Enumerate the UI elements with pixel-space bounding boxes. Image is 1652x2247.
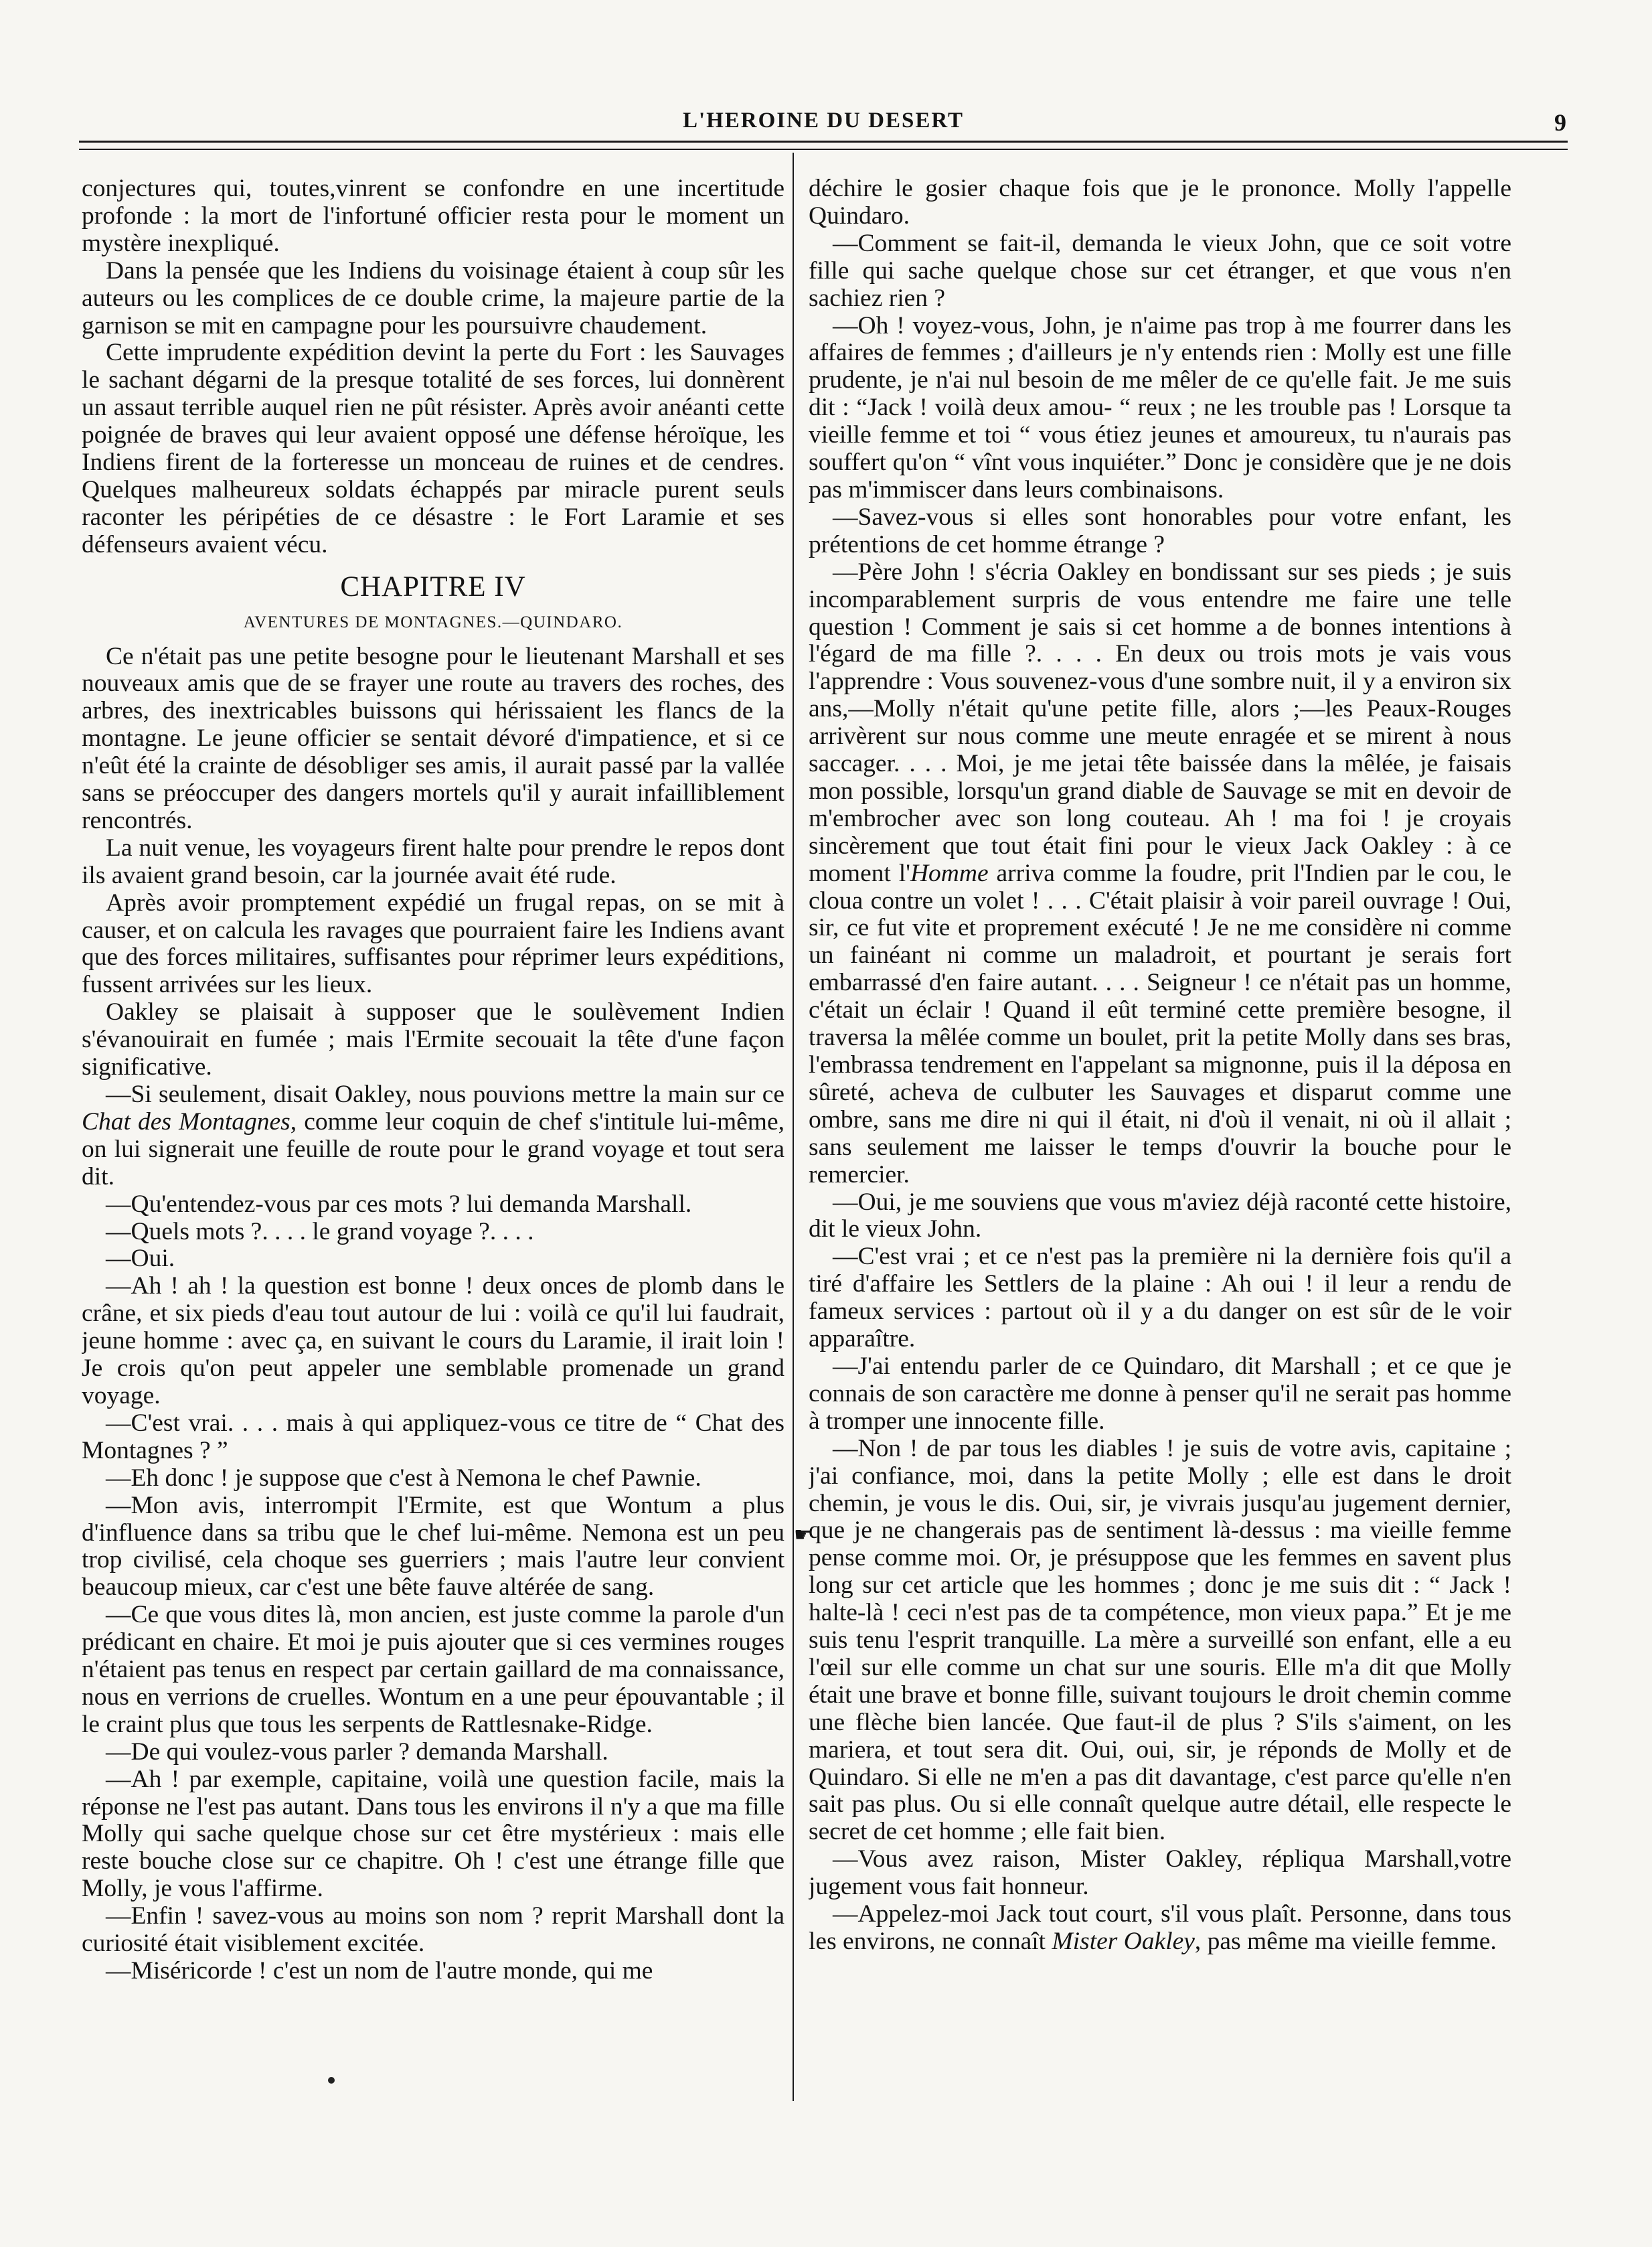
paragraph	[809, 559, 1511, 1189]
paragraph: —Non ! de par tous les diables ! je suis de votre avis, capitaine ; j'ai confiance, moi, dans la petite Molly ; elle est dans le droit chemin, je vous le dis. Oui, sir, je vivrais jusqu'au jugement dernier, que je ne changerais pas de sentiment là-dessus : ma vieille femme pense comme moi. Or, je présuppose que les femmes en savent plus long sur cet article que les hommes ; donc je me suis dit : “ Jack ! halte-là ! ceci n'est pas de ta compétence, mon vieux papa.” Et je me suis tenu l'esprit tranquille. La mère a surveillé son enfant, elle a eu l'œil sur elle comme un chat sur une souris. Elle m'a dit que Molly était une brave et bonne fille, suivant toujours le droit chemin comme une flèche bien lancée. Que faut-il de plus ? S'ils s'aiment, on les mariera, et tout sera dit. Oui, oui, sir, je réponds de Molly et de Quindaro. Si elle ne m'en a pas dit davantage, c'est parce qu'elle n'en sait pas plus. Ou si elle connaît quelque autre détail, elle respecte le secret de cet homme ; elle fait bien.	[809, 1434, 1511, 1846]
left-column	[82, 175, 784, 2110]
paragraph: —Ce que vous dites là, mon ancien, est juste comme la parole d'un prédicant en chaire. Et moi je puis ajouter que si ces vermines rouges n'étaient pas tenus en respect par certain gaillard de ma connaissance, nous en verrions de cruelles. Wontum en a une peur épouvantable ; il le craint plus que tous les serpents de Rattlesnake-Ridge.	[82, 1601, 784, 1738]
paragraph: —Eh donc ! je suppose que c'est à Nemona le chef Pawnie.	[106, 1464, 701, 1492]
paragraph: —Vous avez raison, Mister Oakley, répliqua Marshall,votre jugement vous fait honneur.	[809, 1845, 1511, 1901]
paragraph: —Comment se fait-il, demanda le vieux John, que ce soit votre fille qui sache quelque chose sur cet étranger, et que vous n'en sachiez rien ?	[809, 229, 1511, 312]
paragraph: —Oh ! voyez-vous, John, je n'aime pas trop à me fourrer dans les affaires de femmes ; d'ailleurs je n'y entends rien : Molly est une fille prudente, je n'ai nul besoin de me mêler de ce qu'elle fait. Je me suis dit : “Jack ! voilà deux amou- “ reux ; ne les trouble pas ! Lorsque ta vieille femme et toi “ vous étiez jeunes et amoureux, tu n'aurais pas souffert qu'on “ vînt vous inquiéter.” Donc je considère que je ne dois pas m'immiscer dans leurs combinaisons.	[809, 311, 1511, 503]
paragraph: Ce n'était pas une petite besogne pour le lieutenant Marshall et ses nouveaux amis que de se frayer une route au travers des roches, des arbres, des inextricables buissons qui hérissaient les flancs de la montagne. Le jeune officier se sentait dévoré d'impatience, et si ce n'eût été la crainte de désobliger ses amis, il aurait passé par la vallée sans se préoccuper des dangers mortels qu'il y aurait infailliblement rencontrés.	[82, 642, 784, 834]
paragraph	[809, 1901, 1511, 1956]
paragraph: Dans la pensée que les Indiens du voisinage étaient à coup sûr les auteurs ou les complices de ce double crime, la majeure partie de la garnison se mit en campagne pour les poursuivre chaudement.	[82, 256, 784, 339]
chapter-subtitle: AVENTURES DE MONTAGNES.—QUINDARO.	[243, 613, 623, 631]
ink-dot	[328, 2077, 335, 2084]
paragraph: conjectures qui, toutes,vinrent se confondre en une incertitude profonde : la mort de l'infortuné officier resta pour le moment un mystère inexpliqué.	[82, 175, 784, 257]
text-run: —Si seulement, disait Oakley, nous pouvions mettre la main sur ce	[106, 1081, 784, 1108]
header-rule-top	[79, 141, 1568, 143]
paragraph: déchire le gosier chaque fois que je le prononce. Molly l'appelle Quindaro.	[809, 175, 1511, 230]
paragraph: —Oui, je me souviens que vous m'aviez déjà raconté cette histoire, dit le vieux John.	[809, 1188, 1511, 1243]
paragraph: —Ah ! ah ! la question est bonne ! deux onces de plomb dans le crâne, et six pieds d'eau tout autour de lui : voilà ce qu'il lui faudrait, jeune homme : avec ça, en suivant le cours du Laramie, il irait loin ! Je crois qu'on peut appeler une semblable promenade un grand voyage.	[82, 1272, 784, 1409]
italic-run: Homme	[910, 859, 989, 887]
paragraph: —J'ai entendu parler de ce Quindaro, dit Marshall ; et ce que je connais de son caractère me donne à penser qu'il ne serait pas homme à tromper une innocente fille.	[809, 1352, 1511, 1435]
text-run: —Appelez-moi Jack tout court, s'il vous plaît. Personne, dans tous les environs, ne connaît	[809, 1900, 1511, 1955]
paragraph: La nuit venue, les voyageurs firent halte pour prendre le repos dont ils avaient grand besoin, car la journée avait été rude.	[82, 834, 784, 889]
paragraph: —Enfin ! savez-vous au moins son nom ? reprit Marshall dont la curiosité était visiblement excitée.	[82, 1902, 784, 1958]
text-run: —Père John ! s'écria Oakley en bondissant sur ses pieds ; je suis incomparablement surpris de vous entendre me faire une telle question ! Comment je sais si cet homme a de bonnes intentions à l'égard de ma fille ?. . . . En deux ou trois mots je vais vous l'apprendre : Vous souvenez-vous d'une sombre nuit, il y a environ six ans,—Molly n'était qu'une petite fille, alors ;—les Peaux-Rouges arrivèrent sur nous comme une meute enragée et se mirent à nous saccager. . . . Moi, je me jetai tête baissée dans la mêlée, je faisais mon possible, lorsqu'un grand diable de Sauvage se mit en devoir de m'embrocher avec son long couteau. Ah ! ma foi ! je croyais sincèrement que tout était fini pour le vieux Jack Oakley : à ce moment l'	[809, 558, 1511, 887]
paragraph: —Miséricorde ! c'est un nom de l'autre monde, qui me	[106, 1957, 653, 1985]
paragraph: —C'est vrai. . . . mais à qui appliquez-vous ce titre de “ Chat des Montagnes ? ”	[82, 1409, 784, 1464]
column-divider	[793, 153, 794, 2101]
text-run: arriva comme la foudre, prit l'Indien par le cou, le cloua contre un volet ! . . . C'était plaisir à voir pareil ouvrage ! Oui, sir, ce fut vite et proprement exécuté ! Je ne me considère ni comme un fainéant ni comme un maladroit, et pourtant je serais fort embarrassé d'en faire autant. . . . Seigneur ! ce n'était pas un homme, c'était un éclair ! Quand il eût terminé cette première besogne, il traversa la mêlée comme un boulet, prit la petite Molly dans ses bras, l'embrassa tendrement en l'appelant sa mignonne, puis il la déposa en sûreté, acheva de culbuter les Sauvages et disparut comme une ombre, sans me dire ni qui il était, ni d'où il venait, ni où il allait ; sans seulement me laisser le temps d'ouvrir la bouche pour le remercier.	[809, 859, 1511, 1188]
page-number: 9	[1554, 109, 1566, 136]
paragraph: —Oui.	[106, 1245, 175, 1273]
text-run: , pas même ma vieille femme.	[1194, 1928, 1497, 1955]
paragraph: Oakley se plaisait à supposer que le soulèvement Indien s'évanouirait en fumée ; mais l'Ermite secouait la tête d'une façon significative.	[82, 998, 784, 1081]
header-rule-bottom	[79, 149, 1568, 150]
paragraph: —Savez-vous si elles sont honorables pour votre enfant, les prétentions de cet homme étrange ?	[809, 503, 1511, 558]
paragraph: —De qui voulez-vous parler ? demanda Marshall.	[106, 1737, 608, 1766]
paragraph: —Qu'entendez-vous par ces mots ? lui demanda Marshall.	[106, 1190, 692, 1218]
paragraph: —C'est vrai ; et ce n'est pas la première ni la dernière fois qu'il a tiré d'affaire les Settlers de la plaine : Ah oui ! il leur a rendu de fameux services : partout où il y a du danger on est sûr de le voir apparaître.	[809, 1243, 1511, 1353]
text-run: , comme leur coquin de chef s'intitule lui-même, on lui signerait une feuille de route pour le grand voyage et tout sera dit.	[82, 1107, 784, 1190]
paragraph: Cette imprudente expédition devint la perte du Fort : les Sauvages le sachant dégarni de la presque totalité de ses forces, lui donnèrent un assaut terrible auquel rien ne pût résister. Après avoir anéanti cette poignée de braves qui leur avaient opposé une défense héroïque, les Indiens firent de la forteresse un monceau de ruines et de cendres. Quelques malheureux soldats échappés par miracle purent seuls raconter les péripéties de ce désastre : le Fort Laramie et ses défenseurs avaient vécu.	[82, 339, 784, 558]
page-header	[80, 106, 1566, 139]
italic-run: Chat des Montagnes	[82, 1107, 291, 1136]
paragraph: Après avoir promptement expédié un frugal repas, on se mit à causer, et on calcula les ravages que pourraient faire les Indiens avant que des forces militaires, suffisantes pour réprimer leurs expéditions, fussent arrivées sur les lieux.	[82, 888, 784, 999]
right-column	[809, 175, 1511, 2110]
paragraph: —Mon avis, interrompit l'Ermite, est que Wontum a plus d'influence dans sa tribu que le chef lui-même. Nemona est un peu trop civilisé, cela choque ses guerriers ; mais l'autre leur convient beaucoup mieux, car c'est une bête fauve altérée de sang.	[82, 1491, 784, 1602]
running-title: L'HEROINE DU DESERT	[682, 108, 965, 133]
pointing-hand-icon: ☛	[794, 1524, 812, 1546]
paragraph: —Quels mots ?. . . . le grand voyage ?. . . .	[106, 1217, 534, 1245]
chapter-title: CHAPITRE IV	[340, 570, 526, 603]
paragraph: —Ah ! par exemple, capitaine, voilà une question facile, mais la réponse ne l'est pas autant. Dans tous les environs il n'y a que ma fille Molly qui sache quelque chose sur cet être mystérieux : mais elle reste bouche close sur ce chapitre. Oh ! c'est une étrange fille que Molly, je vous l'affirme.	[82, 1765, 784, 1903]
italic-run: Mister Oakley	[1052, 1928, 1195, 1955]
paragraph	[82, 1081, 784, 1191]
